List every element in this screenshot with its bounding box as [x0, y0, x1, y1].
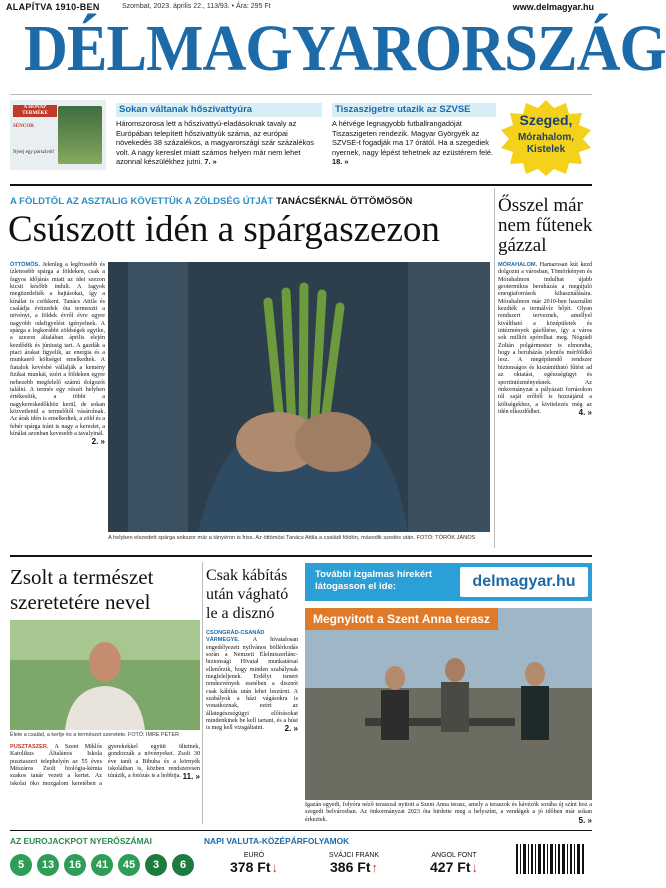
fx-box [204, 836, 504, 875]
zsolt-photo [10, 620, 200, 730]
promo-insert-sub: Nyerj egy porszívót! [13, 150, 55, 155]
founded-line: ALAPÍTVA 1910-BEN [6, 2, 100, 12]
barcode-icon [510, 836, 592, 882]
zsolt-body: PUSZTASZER. A Szent Miklós Katolikus Általános Iskola pusztaszeri telephelyén az 55 éves Mészáros Zsolt biológia-kémia szakos tanár vezeti a kertet. Az iskolai öko mozgalom keretében a gyerekekkel együtt ültetnek, gondozzák a növényeket. Zsolt 30 éve tanít a Bibuba és a környék iskoláiban is, közben rendszeresen túrázik, a fotózás is a hobbija. 11. » [10, 744, 200, 787]
lotto-ball: 41 [91, 854, 113, 876]
promo-heatpump-head: Sokan váltanak hőszivattyúra [116, 103, 322, 117]
lotto-ball: 13 [37, 854, 59, 876]
lotto-ball: 45 [118, 854, 140, 876]
anna-page-ref[interactable]: 5. » [578, 815, 592, 825]
csak-headline[interactable]: Csak kábítás után vágható le a disznó [206, 567, 289, 622]
eurojackpot-box [10, 836, 198, 876]
side-body: MÓRAHALOM. Hamarosan kút kezd dolgozni a városban, Tömörkényen és Mórahalmon indulhat újabb geotermikus beruházás a megújuló energiaforrások kihasználására. Mórahalmon már 2010-ben használni kezdték a termálvíz hőjét. Olyan rendszert terveznek, amellyel kiváltható a középületek és intézmények gázfűtése, így a város sok milliót spórolhat meg. Nógrádi Zoltán polgármester is elmondta, hogy a beruházás jelentős mérföldkő lesz. A megépítendő rendszer biztonságos és kiszámítható fűtést ad az oktatási, egészségügyi és sportintézményeknek. Az önkormányzat a pályázati forrásokon túl saját erőből is hozzájárul a költségekhez, a kivitelezés még az idén elkezdődhet. 4. » [498, 262, 592, 417]
divider [10, 830, 592, 831]
fx-chf: SVÁJCI FRANK 386 Ft↑ [328, 852, 380, 875]
lead-photo-caption: A helyben elszedett spárga sokszor már a tányéron is friss. Az öttömösi Tanács Attila a családi földön, második szedés után. FOTÓ: TÖRÖK JÁNOS [108, 535, 476, 541]
csak-page-ref[interactable]: 2. » [284, 724, 298, 734]
zsolt-page-ref[interactable]: 11. » [182, 772, 200, 782]
badge-line1: Szeged, [519, 112, 573, 128]
promo-szvse[interactable] [332, 103, 496, 167]
asparagus-photo [108, 262, 490, 532]
promo-insert[interactable] [10, 100, 106, 170]
promo-heatpump[interactable] [116, 103, 322, 167]
lotto-ball-bonus: 3 [145, 854, 167, 876]
lead-kicker: A FÖLDTŐL AZ ASZTALIG KÖVETTÜK A ZÖLDSÉG ÚTJÁT TANÁCSÉKNÁL ÖTTÖMÖSÖN [10, 196, 413, 207]
side-headline[interactable]: Ősszel már nem fűtenek gázzal [498, 195, 593, 256]
fx-head: NAPI VALUTA-KÖZÉPÁRFOLYAMOK [204, 836, 350, 846]
divider [10, 555, 592, 557]
anna-headline[interactable]: Megnyitott a Szent Anna terasz [305, 608, 498, 630]
column-divider [494, 188, 495, 548]
fx-gbp: ANGOL FONT 427 Ft↓ [430, 852, 478, 875]
lotto-ball-bonus: 6 [172, 854, 194, 876]
promo-szvse-body: A hétvége legnagyobb futballrangadóját Tiszaszigeten rendezik. Magyar Györgyék az SZVSE-t fogadják ma 17 órától. Ha a szegediek nyernek, nagy lépést tehetnek az ezüstérem felé. 18. » [332, 119, 494, 167]
side-page-ref[interactable]: 4. » [578, 407, 592, 417]
lotto-ball: 5 [10, 854, 32, 876]
lead-headline[interactable]: Csúszott idén a spárgaszezon [8, 209, 440, 250]
lead-body: ÖTTÖMÖS. Jelenleg a legfrissebb és ízletesebb spárga a földeken, csak a fagyos időjárás miatt az idei szezon kicsit később indult. A fagyok megtizedelték a hajtásokat, így a kínálat is csökkent. Tanács Attila és családja évtizedek óta termeszti a növényt, a földek évről évre egyre nagyobb odafigyelést igényelnek. A spárga a legkorábbi zöldségek egyike, a szezon általában április elején kezdődik és júniusig tart. A gazdák a piaci árakat figyelik, az energia és a munkaerő költségei emelkedtek. A fiatalok kevésbé vállalják a kemény fizikai munkát, ezért a földeken egyre nehezebb megfelelő számú dolgozót találni. A termés egy részét helyben értékesítik, a többi a nagykereskedőkhöz kerül, de sokan közvetlenül a termelőtől vásárolnak. Az árak idén is emelkedtek, a zöld és a fehér spárga iránt is nagy a kereslet, a kínálat azonban kevesebb a tavalyinál. 2. » [10, 262, 105, 447]
promo-insert-tag: A HÓNAP TERMÉKE [13, 105, 57, 117]
lotto-ball: 16 [64, 854, 86, 876]
promo-insert-brand: SÉNCOR [13, 124, 34, 129]
promo-szvse-head: Tiszaszigetre utazik az SZVSE [332, 103, 496, 117]
website-ad-text: További izgalmas hírekért látogasson el ide: [315, 569, 433, 592]
badge-lines: Mórahalom, Kistelek [517, 132, 575, 155]
eurojackpot-head: AZ EUROJACKPOT NYERŐSZÁMAI [10, 836, 152, 846]
lead-page-ref[interactable]: 2. » [91, 437, 105, 447]
zsolt-caption: Élete a család, a kertje és a természet szeretete. FOTÓ: IMRE PÉTER [10, 732, 179, 738]
eurojackpot-numbers [10, 854, 198, 876]
terrace-photo [305, 608, 592, 800]
masthead-title: DÉLMAGYARORSZÁG [24, 12, 666, 85]
website-ad-link[interactable]: delmagyar.hu [460, 567, 588, 597]
arrow-up-icon: ↑ [371, 860, 378, 875]
fx-eur: EURÓ 378 Ft↓ [230, 852, 278, 875]
anna-body: Igazán egyedi, folyóra néző terasszal nyitott a Szent Anna terasz, amely a teraszok és kávézók sorába új színt hoz a szegedi belvárosban. Az önkormányzat 2023 óta hirdette meg a helyszínt, a vendégek a jó időben már sokan érkeztek. 5. » [305, 802, 592, 825]
vacuum-image-icon [58, 106, 102, 164]
arrow-down-icon: ↓ [271, 860, 278, 875]
arrow-down-icon: ↓ [471, 860, 478, 875]
website-link[interactable]: www.delmagyar.hu [512, 2, 594, 12]
promo-heatpump-body: Háromszorosa lett a hőszivattyú-eladásoknak tavaly az Európában telepített hőszivattyúk száma, az európai növekedés 38 százalékos, a magyarországi szár százalékos volt. A nagy kereslet miatt számos helyen már nem lehet azonnal készülékhez jutni. 7. » [116, 119, 315, 167]
issue-date: Szombat, 2023. április 22., 113/93. • Ára: 295 Ft [122, 3, 271, 10]
divider [10, 94, 592, 95]
edition-badge [500, 100, 592, 176]
website-ad[interactable] [305, 563, 592, 601]
zsolt-headline[interactable]: Zsolt a természet szeretetére nevel [10, 565, 154, 614]
column-divider [202, 562, 203, 824]
csak-body: CSONGRÁD-CSANÁD VÁRMEGYE. A hivatalosan engedélyezett nyilvános böllérkodás során a Nemzeti Élelmiszerlánc-biztonsági Hivatal munkatársai ellenőrzik, hogy minden szabálynak megfeleljenek. Erdélyi ismert rendezvények esetében a disznót csak kábítás után lehet leszúrni. A szabályok a házi vágásokra is vonatkoznak, ezért az állategészségügyi előírásokat mindenkinek be kell tartani, és a húst is meg kell vizsgáltatni. 2. » [206, 630, 299, 734]
divider [10, 184, 592, 186]
